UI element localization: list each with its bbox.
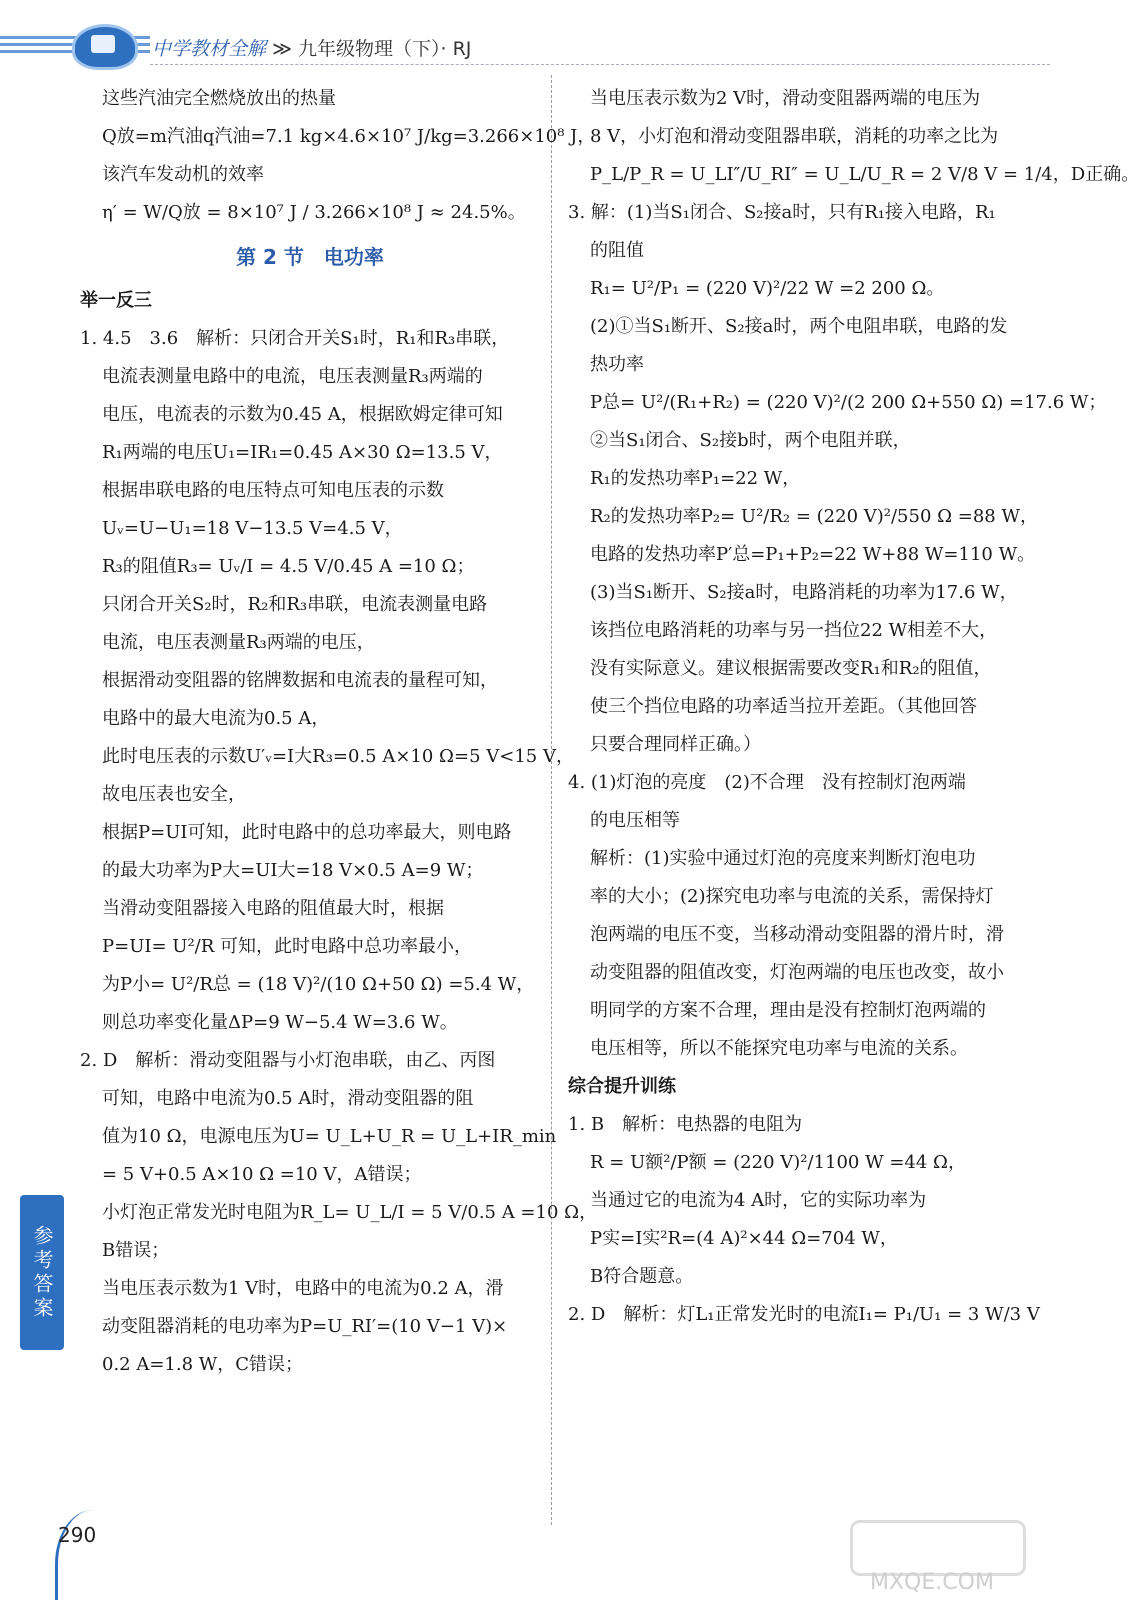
text-line: 动变阻器消耗的电功率为P=U_RI′=(10 V−1 V)× [102,1316,508,1337]
text-line: P=UI= U²/R 可知，此时电路中总功率最小， [102,936,473,957]
text-line: 小灯泡正常发光时电阻为R_L= U_L/I = 5 V/0.5 A =10 Ω， [102,1202,598,1223]
text-line: 值为10 Ω，电源电压为U= U_L+U_R = U_L+IR_min [102,1126,557,1147]
text-line: Q放=m汽油q汽油=7.1 kg×4.6×10⁷ J/kg=3.266×10⁸ J， [102,126,596,147]
text-line: 解析：(1)实验中通过灯泡的亮度来判断灯泡电功 [590,848,976,869]
text-line: 根据滑动变阻器的铭牌数据和电流表的量程可知， [102,670,498,691]
section-title: 第 2 节 电功率 [236,245,384,269]
text-line: 根据串联电路的电压特点可知电压表的示数 [102,480,444,501]
text-line: 2. D 解析：滑动变阻器与小灯泡串联，由乙、丙图 [80,1050,496,1071]
text-line: η′ = W/Q放 = 8×10⁷ J / 3.266×10⁸ J ≈ 24.5%。 [102,202,526,223]
text-line: 率的大小；(2)探究电功率与电流的关系，需保持灯 [590,886,994,907]
page-number: 290 [58,1523,97,1547]
text-line: B符合题意。 [590,1266,694,1287]
text-line: 明同学的方案不合理，理由是没有控制灯泡两端的 [590,1000,986,1021]
text-line: 1. 4.5 3.6 解析：只闭合开关S₁时，R₁和R₃串联， [80,328,510,349]
text-line: B错误； [102,1240,170,1261]
text-line: 泡两端的电压不变，当移动滑动变阻器的滑片时，滑 [590,924,1004,945]
text-line: P总= U²/(R₁+R₂) = (220 V)²/(2 200 Ω+550 Ω) =17.6 W； [590,392,1107,413]
text-line: (2)①当S₁断开、S₂接a时，两个电阻串联，电路的发 [590,316,1008,337]
text-line: 则总功率变化量ΔP=9 W−5.4 W=3.6 W。 [102,1012,458,1033]
header-rule [150,64,1050,65]
text-line: R₁两端的电压U₁=IR₁=0.45 A×30 Ω=13.5 V， [102,442,503,463]
right-column [568,80,1139,1334]
text-line: R₃的阻值R₃= Uᵥ/I = 4.5 V/0.45 A =10 Ω； [102,556,475,577]
text-line: ②当S₁闭合、S₂接b时，两个电阻并联， [590,430,911,451]
text-line: 8 V，小灯泡和滑动变阻器串联，消耗的功率之比为 [590,126,999,147]
sub-title-practice: 举一反三 [80,290,152,311]
text-line: 当滑动变阻器接入电路的阻值最大时，根据 [102,898,444,919]
header-subject: 九年级物理（下）· RJ [298,38,472,60]
text-line: 只要合理同样正确。） [590,734,761,755]
text-line: 为P小= U²/R总 = (18 V)²/(10 Ω+50 Ω) =5.4 W， [102,974,535,995]
text-line: 该汽车发动机的效率 [102,164,264,185]
watermark-logo-icon [850,1520,1026,1576]
text-line: 4. (1)灯泡的亮度 (2)不合理 没有控制灯泡两端 [568,772,966,793]
book-logo-icon [72,24,138,70]
text-line: 电压，电流表的示数为0.45 A，根据欧姆定律可知 [102,404,503,425]
right-block-answers-2 [568,1106,1040,1334]
text-line: 故电压表也安全， [102,784,246,805]
text-line: 电路中的最大电流为0.5 A， [102,708,330,729]
text-line: 此时电压表的示数U′ᵥ=I大R₃=0.5 A×10 Ω=5 V<15 V， [102,746,574,767]
text-line: P实=I实²R=(4 A)²×44 Ω=704 W， [590,1228,898,1249]
right-block-answers [568,80,1139,1068]
text-line: 只闭合开关S₂时，R₂和R₃串联，电流表测量电路 [102,594,488,615]
text-line: 电路的发热功率P′总=P₁+P₂=22 W+88 W=110 W。 [590,544,1036,565]
text-line: 当通过它的电流为4 A时，它的实际功率为 [590,1190,927,1211]
watermark [830,1520,1040,1600]
watermark-text: MXQE.COM [870,1570,994,1595]
text-line: 0.2 A=1.8 W，C错误； [102,1354,304,1375]
header-brand: 中学教材全解 [152,38,267,60]
text-line: Uᵥ=U−U₁=18 V−13.5 V=4.5 V， [102,518,403,539]
side-tab-answers: 参考答案 [20,1195,64,1350]
text-line: 使三个挡位电路的功率适当拉开差距。（其他回答 [590,696,977,717]
text-line: 动变阻器的阻值改变，灯泡两端的电压也改变，故小 [590,962,1004,983]
text-line: = 5 V+0.5 A×10 Ω =10 V，A错误； [102,1164,422,1185]
text-line: 电流，电压表测量R₃两端的电压， [102,632,375,653]
text-line: 根据P=UI可知，此时电路中的总功率最大，则电路 [102,822,512,843]
column-divider [551,75,552,1525]
text-line: 该挡位电路消耗的功率与另一挡位22 W相差不大， [590,620,998,641]
text-line: 当电压表示数为2 V时，滑动变阻器两端的电压为 [590,88,981,109]
text-line: 电流表测量电路中的电流，电压表测量R₃两端的 [102,366,483,387]
sub-title-comprehensive: 综合提升训练 [568,1076,676,1097]
text-line: 当电压表示数为1 V时，电路中的电流为0.2 A，滑 [102,1278,504,1299]
text-line: 的电压相等 [590,810,680,831]
left-column [80,80,598,1384]
text-line: (3)当S₁断开、S₂接a时，电路消耗的功率为17.6 W， [590,582,1018,603]
text-line: 可知，电路中电流为0.5 A时，滑动变阻器的阻 [102,1088,474,1109]
text-line: 这些汽油完全燃烧放出的热量 [102,88,336,109]
page-header [0,0,1050,62]
left-block-answers [80,320,598,1384]
text-line: 1. B 解析：电热器的电阻为 [568,1114,803,1135]
text-line: 的最大功率为P大=UI大=18 V×0.5 A=9 W； [102,860,484,881]
text-line: P_L/P_R = U_LI″/U_RI″ = U_L/U_R = 2 V/8 V = 1/4，D正确。 [590,164,1139,185]
left-block-intro [80,80,596,232]
text-line: R₂的发热功率P₂= U²/R₂ = (220 V)²/550 Ω =88 W， [590,506,1038,527]
text-line: 的阻值 [590,240,644,261]
text-line: 3. 解：(1)当S₁闭合、S₂接a时，只有R₁接入电路，R₁ [568,202,996,223]
text-line: 热功率 [590,354,644,375]
text-line: 电压相等，所以不能探究电功率与电流的关系。 [590,1038,968,1059]
text-line: R₁的发热功率P₁=22 W， [590,468,801,489]
text-line: R = U额²/P额 = (220 V)²/1100 W =44 Ω， [590,1152,966,1173]
text-line: 2. D 解析：灯L₁正常发光时的电流I₁= P₁/U₁ = 3 W/3 V [568,1304,1040,1325]
text-line: R₁= U²/P₁ = (220 V)²/22 W =2 200 Ω。 [590,278,945,299]
text-line: 没有实际意义。建议根据需要改变R₁和R₂的阻值， [590,658,992,679]
header-title: 中学教材全解 ≫ 九年级物理（下）· RJ [152,38,472,60]
